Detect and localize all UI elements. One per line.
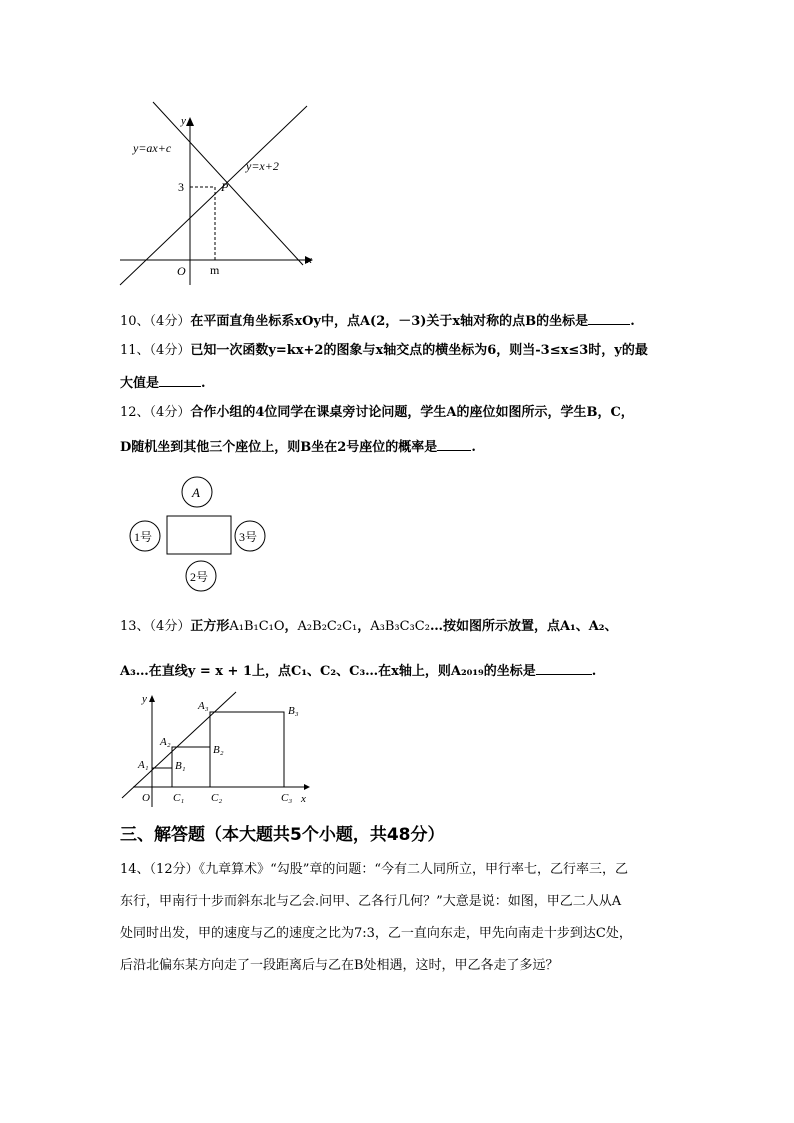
q13-sep1: ， <box>284 619 298 634</box>
q13-number: 13、（4分） <box>120 619 191 634</box>
label-y: y <box>142 693 147 705</box>
seat-top-label: A <box>192 485 200 500</box>
figure-squares <box>118 690 318 812</box>
figure-lines-intersection <box>115 100 325 290</box>
x-axis-arrow <box>304 784 310 790</box>
label-o: O <box>142 792 150 804</box>
label-p: P <box>221 180 229 194</box>
label-c2: C₂ <box>211 792 223 804</box>
q13-line2a: A₃…在直线y = x + 1上，点C₁、C₂、C₃…在x轴上，则A₂₀₁₉的坐标是 <box>120 664 536 679</box>
question-14-line4: 后沿北偏东某方向走了一段距离后与乙在B处相遇，这时，甲乙各走了多远？ <box>120 958 559 973</box>
q13-line1a: 正方形 <box>190 619 230 634</box>
q11-line1: 已知一次函数y=kx+2的图象与x轴交点的横坐标为6，则当-3≤x≤3时，y的最 <box>190 343 648 358</box>
y-axis-arrow <box>149 695 155 702</box>
seat-left-label: 1号 <box>134 530 153 544</box>
label-3: 3 <box>178 180 184 194</box>
q12-line2: D随机坐到其他三个座位上，则B坐在2号座位的概率是 <box>120 440 438 455</box>
line2-label: y=x+2 <box>246 159 279 173</box>
label-b1: B₁ <box>175 760 186 772</box>
question-10 <box>120 310 680 332</box>
label-y: y <box>181 115 186 127</box>
line1-label: y=ax+c <box>133 141 172 155</box>
q10-number: 10、（4分） <box>120 314 191 329</box>
seat-bottom-label: 2号 <box>190 570 209 584</box>
q11-number: 11、（4分） <box>120 343 191 358</box>
q13-end: . <box>591 664 597 679</box>
question-12 <box>120 403 680 423</box>
label-b2: B₂ <box>213 744 224 756</box>
question-14 <box>120 860 680 880</box>
question-13 <box>120 617 680 637</box>
label-a1: A₁ <box>138 759 149 771</box>
label-c3: C₃ <box>281 792 293 804</box>
label-x: x <box>301 793 306 805</box>
question-11 <box>120 341 680 361</box>
question-14-line3: 处同时出发，甲的速度与乙的速度之比为7:3，乙一直向东走，甲先向南走十步到达C处， <box>120 926 632 941</box>
q13-sq3: A₃B₃C₃C₂ <box>370 619 430 634</box>
q12-number: 12、（4分） <box>120 405 191 420</box>
label-a3: A₃ <box>198 700 209 712</box>
seat-right-label: 3号 <box>239 530 258 544</box>
q10-end: . <box>630 314 635 329</box>
question-11-cont <box>120 372 680 394</box>
q10-blank <box>588 310 630 325</box>
q13-sq1: A₁B₁C₁O <box>229 619 285 634</box>
desk <box>167 516 231 554</box>
y-axis-arrow <box>186 117 194 126</box>
q12-end: . <box>471 440 476 455</box>
q13-sq2: A₂B₂C₂C₁ <box>297 619 358 634</box>
question-12-cont <box>120 436 680 458</box>
q12-blank <box>437 436 471 451</box>
q13-blank <box>536 660 592 675</box>
seat-diagram <box>125 475 275 595</box>
q12-line1: 合作小组的4位同学在课桌旁讨论问题，学生A的座位如图所示，学生B，C， <box>190 405 634 420</box>
label-b3: B₃ <box>288 705 299 717</box>
line-x-2 <box>120 106 307 285</box>
q13-line1b: …按如图所示放置，点A₁、A₂、 <box>429 619 618 634</box>
q11-line2: 大值是 <box>120 376 160 391</box>
question-14-line2: 东行，甲南行十步而斜东北与乙会.问甲、乙各行几何？”大意是说：如图，甲乙二人从A <box>120 894 622 909</box>
label-c1: C₁ <box>173 792 185 804</box>
label-origin: O <box>177 264 186 278</box>
q11-blank <box>159 372 201 387</box>
section-3-title: 三、解答题（本大题共5个小题，共48分） <box>120 825 445 845</box>
q11-end: . <box>201 376 206 391</box>
q14-number: 14、（12分） <box>120 862 199 877</box>
q13-sep2: ， <box>357 619 371 634</box>
q10-text: 在平面直角坐标系xOy中，点A(2，－3)关于x轴对称的点B的坐标是 <box>190 314 589 329</box>
q14-line1: 《九章算术》“勾股”章的问题：“今有二人同所立，甲行率七，乙行率三，乙 <box>198 862 629 877</box>
question-13-cont <box>120 660 680 682</box>
label-a2: A₂ <box>160 736 171 748</box>
label-m: m <box>210 263 220 277</box>
label-x: x <box>307 254 312 266</box>
square-1 <box>152 768 172 787</box>
